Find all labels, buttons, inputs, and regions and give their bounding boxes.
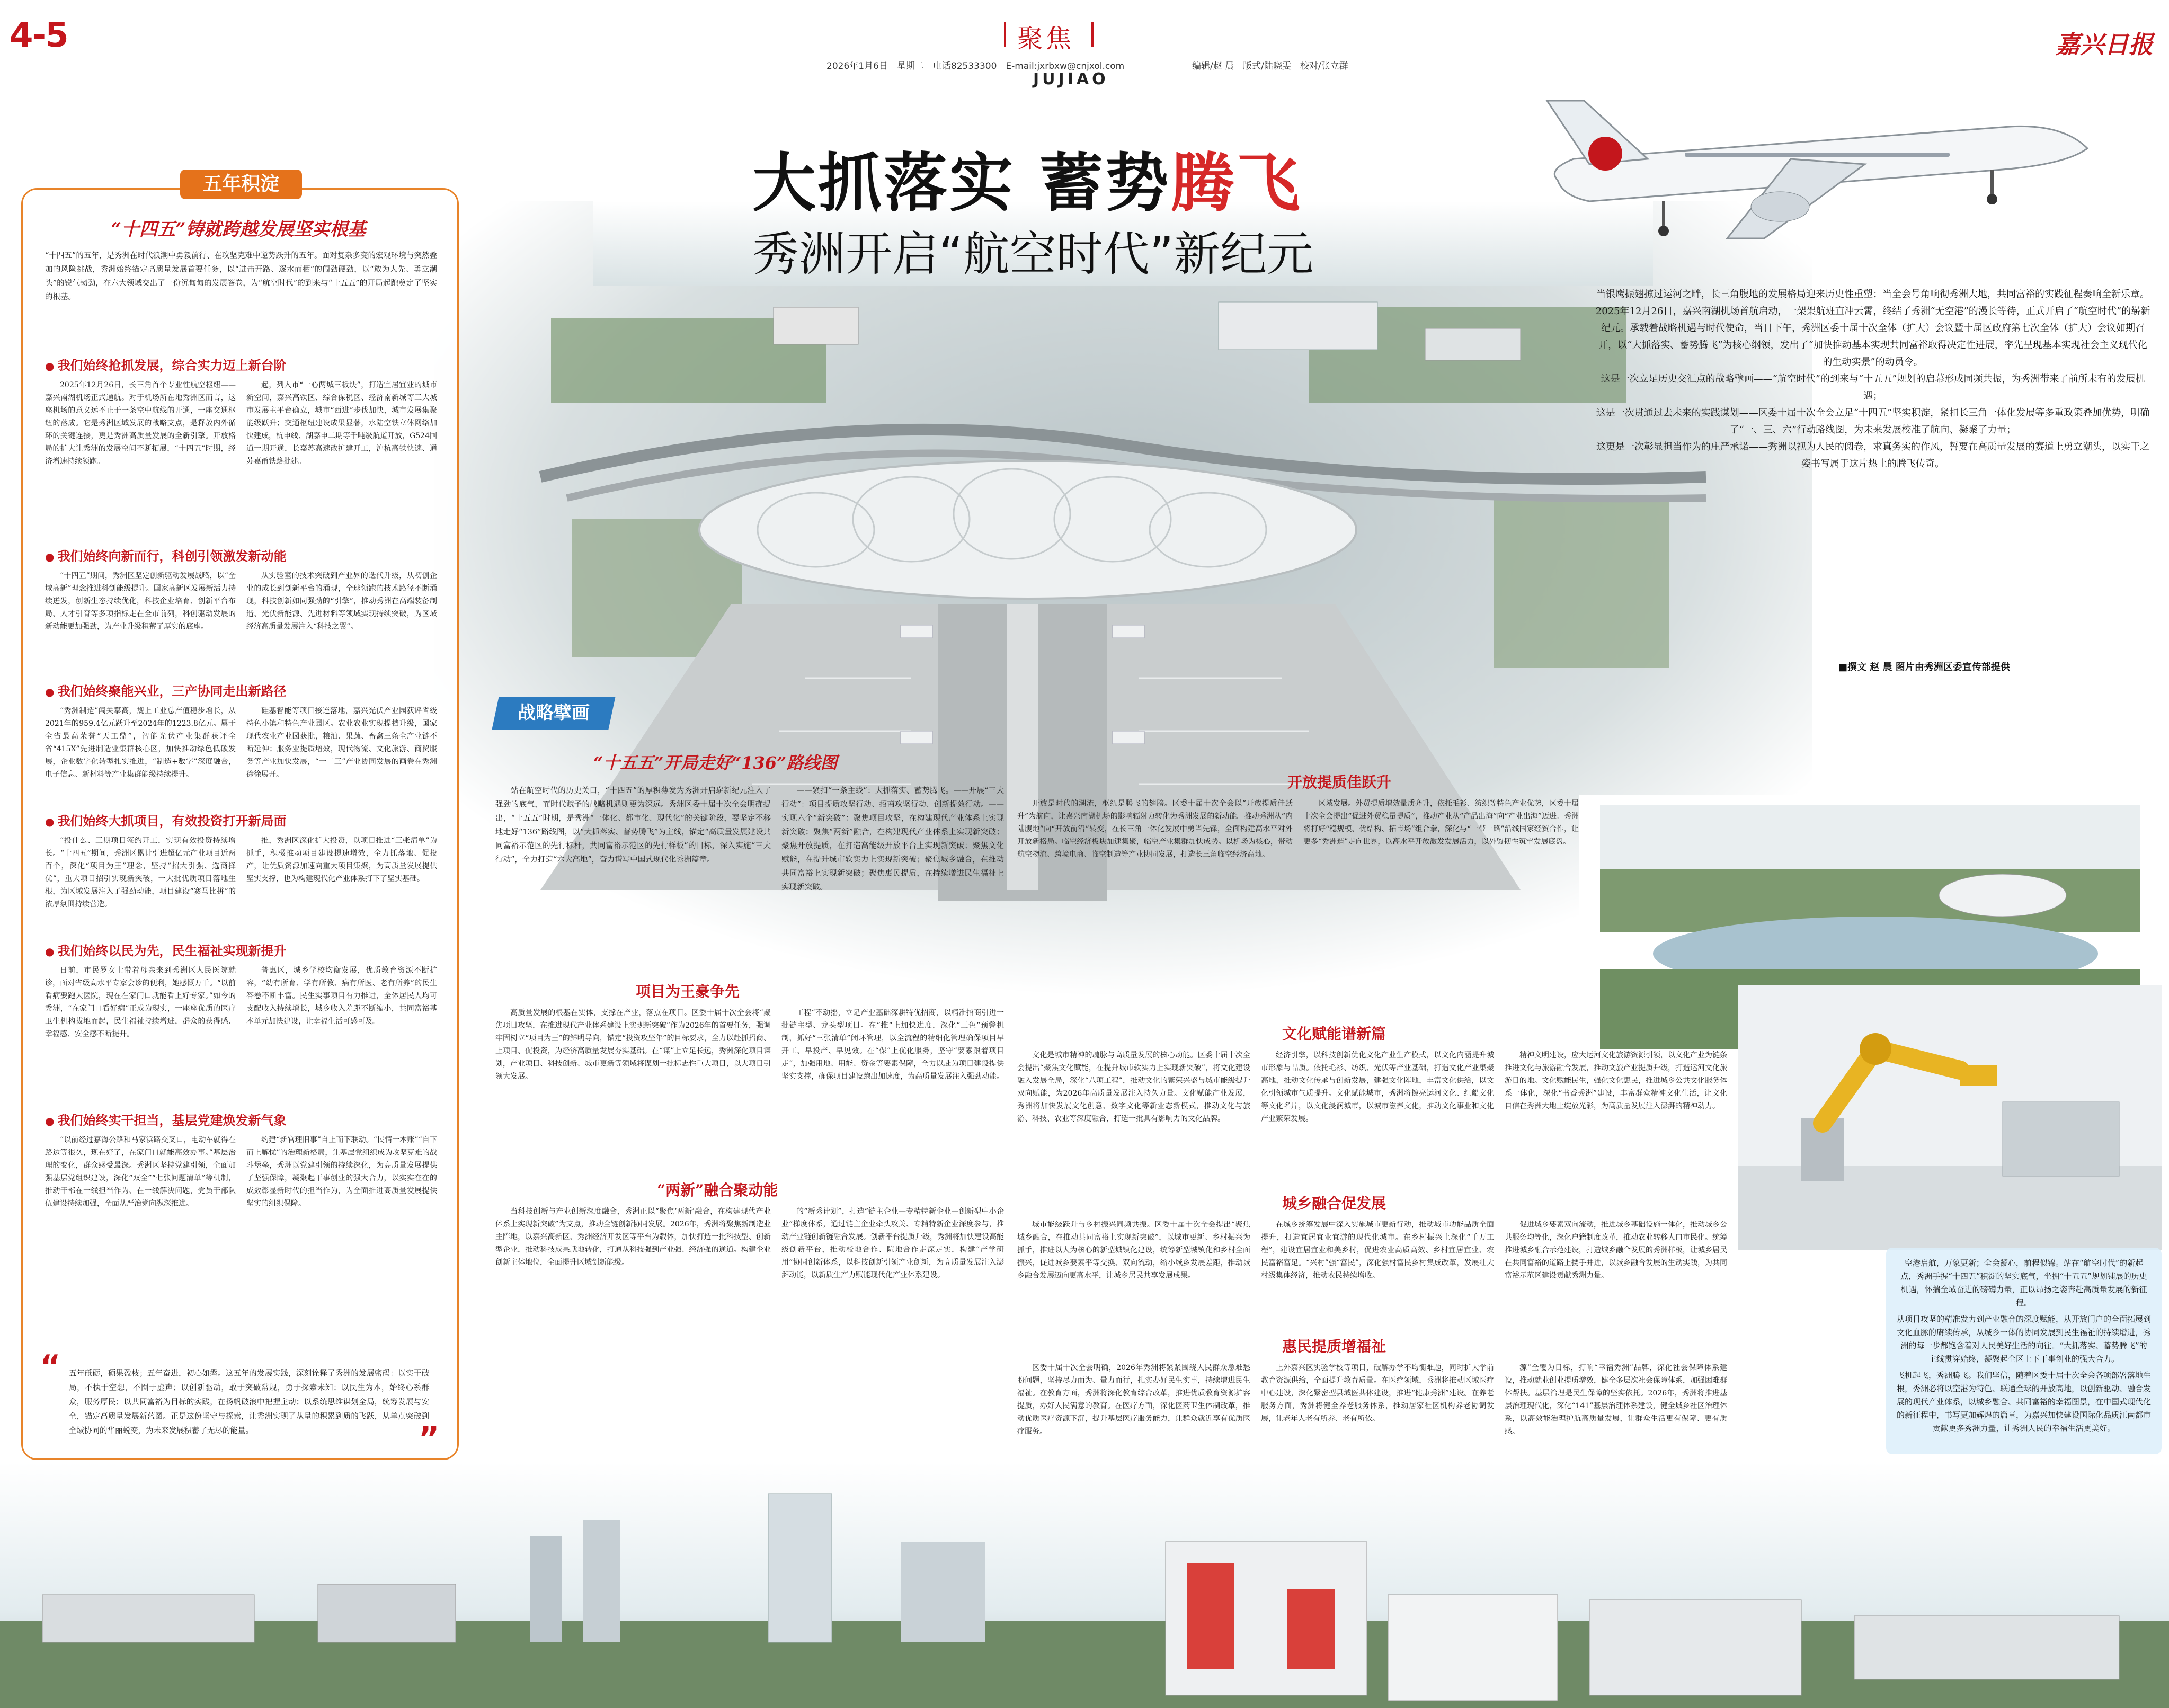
quote-close-icon: ” <box>419 1420 440 1457</box>
subheadline: 秀洲开启“航空时代”新纪元 <box>752 227 1314 281</box>
paragraph: 约建“新官理旧事”自上而下联动。“民情一本账”“自下而上解忧”的治理新格局，让基层党组织成为攻坚克难的战斗堡垒，秀洲以党建引领的持续深化，为高质量发展提供了坚强保障，凝聚起干事创业的强大合力，以实实在在的成效彰显新时代的担当作为，为全面推进高质量发展提供坚实的组织保障。 <box>246 1136 437 1208</box>
section-title: “两新”融合聚动能 <box>657 1181 778 1199</box>
masthead <box>0 0 2169 74</box>
sidebar-column <box>45 705 236 805</box>
paragraph: 推，秀洲区深化扩大投资，以项目推进“三张清单”为抓手，积极推动项目建设提速增效，全力抓落地、促投产，让优质资源加速向重大项目集聚，为高质量发展提供坚实支撑，也为构建现代化产业体系打下了坚实基础。 <box>246 837 437 883</box>
paragraph: 普惠区，城乡学校均衡发展，优质教育资源不断扩容，“幼有所育、学有所教、病有所医、老有所养”的民生答卷不断丰富。民生实事项目有力推进，全体居民人均可支配收入持续增长，城乡收入差距不断缩小，共同富裕基本单元加快建设，让幸福生活可感可及。 <box>246 966 437 1026</box>
section-column <box>1261 1049 1494 1187</box>
newspaper-logo: 嘉兴日报 <box>2056 30 2153 59</box>
sidebar-label: 五年积淀 <box>180 170 302 199</box>
section-title: 项目为王豪争先 <box>636 983 740 1000</box>
paragraph: “投什么、三期项目签约开工，实现有效投资持续增长。“十四五”期间，秀洲区累计引进超亿元产业项目近两百个，深化“项目为王”理念，坚持“招大引强、选商择优”，重大项目招引实现新突破，一大批优质项目落地生根，为区域发展注入了强劲动能，项目建设“赛马比拼”的浓厚氛围持续营造。 <box>45 837 236 909</box>
section-column <box>1261 1362 1494 1454</box>
sidebar-lede: “十四五”的五年，是秀洲在时代浪潮中勇毅前行、在攻坚克难中逆势跃升的五年。面对复杂多变的宏观环境与突然叠加的风险挑战，秀洲始终锚定高质量发展首要任务，以“进击开路、逐水而栖”的闯劲硬劲，以“敢为人先、勇立潮头”的锐气韧劲，在六大领域交出了一份沉甸甸的发展答卷，为“航空时代”的到来与“十五五”的开局起跑奠定了坚实的根基。 <box>45 252 437 301</box>
closing-paragraph: 从项目攻坚的精准发力到产业融合的深度赋能，从开放门户的全面拓展到文化血脉的赓续传承，从城乡一体的协同发展到民生福祉的持续增进，秀洲的每一步都饱含着对人民美好生活的向往。“大抓落实、蓄势腾飞”的主线贯穿始终，凝聚起全区上下干事创业的强大合力。 <box>1897 1314 2152 1364</box>
section-column <box>1303 797 1579 1025</box>
editor-credits: 编辑/赵 晨 版式/陆晓雯 校对/张立群 <box>1192 61 1348 72</box>
intro-paragraph: 这更是一次彰显担当作为的庄严承诺——秀洲以视为人民的阅卷，求真务实的作风，誓要在高质量发展的赛道上勇立潮头，以实干之姿书写属于这片热土的腾飞传奇。 <box>1596 441 2149 469</box>
paragraph: 源”全覆为目标，打响“幸福秀洲”品牌，深化社会保障体系建设，推动就业创业提质增效，健全多层次社会保障体系，加强困难群体帮扶。基层治理是民生保障的坚实依托。2026年，秀洲将推进基层治理现代化，深化“141”基层治理体系建设，健全城乡社区治理体系，以高效能治理护航高质量发展，让群众生活更有保障、更有质感。 <box>1505 1364 1727 1436</box>
sidebar-subheading: ● 我们始终抢抓发展，综合实力迈上新台阶 <box>45 355 286 373</box>
paragraph: 当科技创新与产业创新深度融合，秀洲正以“聚焦‘两新’融合，在构建现代产业体系上实现新突破”为支点，推动全链创新协同发展。2026年，秀洲将聚焦新制造业主阵地，以嘉兴高新区、秀洲经济开发区等平台为载体，加快打造一批科技型、创新型企业，推动科技成果就地转化，打通从科技强到产业强、经济强的通道。构建企业创新主体地位，全面提升区域创新能级。 <box>495 1207 771 1267</box>
intro-paragraph: 这是一次立足历史交汇点的战略擘画——“航空时代”的到来与“十五五”规划的启幕形成同频共振，为秀洲带来了前所未有的发展机遇； <box>1601 373 2145 402</box>
paragraph: 促进城乡要素双向流动，推进城乡基础设施一体化，推动城乡公共服务均等化，深化户籍制度改革，推动农业转移人口市民化。统筹推进城乡融合示范建设，打造城乡融合发展的秀洲样板，让城乡居民在共同富裕的道路上携手并进，以城乡融合发展的生动实践，为共同富裕示范区建设贡献秀洲力量。 <box>1505 1221 1727 1280</box>
closing-paragraph: 飞机起飞，秀洲腾飞。我们坚信，随着区委十届十次全会各项部署落地生根，秀洲必将以空港为特色、联通全球的开放高地，以创新驱动、融合发展的现代产业体系，以城乡融合、共同富裕的幸福图景，在中国式现代化的新征程中，书写更加辉煌的篇章，为嘉兴加快建设国际化品质江南都市贡献更多秀洲力量，让秀洲人民的幸福生活更美好。 <box>1897 1371 2152 1433</box>
sidebar-column <box>246 964 437 1102</box>
section-column <box>1017 1049 1250 1187</box>
strategy-title: “十五五”开局走好“136”路线图 <box>593 753 838 773</box>
closing-paragraph: 空港启航，万象更新；全会凝心，前程似锦。站在“航空时代”的新起点，秀洲手握“十四五”积淀的坚实底气，坐拥“十五五”规划铺展的历史机遇，怀揣全域奋进的磅礴力量，正以昂扬之姿奔赴高质量发展的新征程。 <box>1900 1258 2147 1307</box>
paragraph: 上外嘉兴区实验学校等项目，破解办学不均衡难题，同时扩大学前教育资源供给，全面提升教育质量。在医疗领域，秀洲将推动区域医疗中心建设，深化紧密型县域医共体建设，推进“健康秀洲”建设。在养老服务方面，秀洲将健全养老服务体系，推动居家社区机构养老协调发展，让老年人老有所养、老有所依。 <box>1261 1364 1494 1423</box>
section-divider-left <box>1004 22 1006 47</box>
sidebar-subheading: ● 我们始终聚能兴业，三产协同走出新路径 <box>45 681 286 699</box>
sidebar-subheading: ● 我们始终向新而行，科创引领激发新动能 <box>45 546 286 564</box>
section-column <box>495 1007 771 1166</box>
paragraph: 区域发展。外贸提质增效量质齐升，依托毛衫、纺织等特色产业优势，区委十届十次全会提出“促进外贸稳量提质”，推动产业从“产品出海”向“产业出海”迈进。秀洲将打好“稳规模、优结构、拓市场”组合拳，深化与“一带一路”沿线国家经贸合作，让更多“秀洲造”走向世界，以高水平开放激发发展活力，以外贸韧性筑牢发展底盘。 <box>1303 799 1579 846</box>
paragraph: 文化是城市精神的魂脉与高质量发展的核心动能。区委十届十次全会提出“聚焦文化赋能，在提升城市软实力上实现新突破”，将文化建设融入发展全局，深化“八项工程”，推动文化的繁荣兴盛与城市能级提升双向赋能，为2026年高质量发展注入持久力量。文化赋能产业发展，秀洲将加快发展文化创意、数字文化等新业态新模式，推动文化与旅游、科技、农业等深度融合，打造一批具有影响力的文化品牌。 <box>1017 1051 1250 1123</box>
intro-paragraph: 这是一次贯通过去未来的实践谋划——区委十届十次全会立足“十四五”坚实积淀，紧扣长三角一体化发展等多重政策叠加优势，明确了“一、三、六”行动路线图，为未来发展校准了航向、凝聚了力量； <box>1596 407 2150 435</box>
headline-part1: 大抓落实 蓄势 <box>752 147 1171 220</box>
paragraph: “秀洲制造”闯关攀高，规上工业总产值稳步增长，从2021年的959.4亿元跃升至2024年的1223.8亿元。属于全省最高荣誉“天工鼎”，智能光伏产业集群获评全省“415X”先进制造业集群核心区，加快推动绿色低碳发展，企业数字化转型扎实推进，“制造+数字”深度融合，电子信息、新材料等产业集群能级持续提升。 <box>45 707 236 779</box>
sidebar-column <box>45 834 236 932</box>
paragraph: 的“新秀计划”，打造“链主企业—专精特新企业—创新型中小企业”梯度体系，通过链主企业牵头攻关、专精特新企业深度参与，推动产业链创新链融合发展。创新平台提质升级，秀洲将加快建设高能级创新平台，推动校地合作、院地合作走深走实，构建“产学研用”协同创新体系，以科技创新引领产业创新，为高质量发展注入澎湃动能，以新质生产力赋能现代化产业体系建设。 <box>781 1207 1004 1279</box>
sidebar-subheading: ● 我们始终实干担当，基层党建焕发新气象 <box>45 1110 286 1128</box>
strategy-label-text: 战略擘画 <box>518 702 590 724</box>
paragraph: 区委十届十次全会明确，2026年秀洲将紧紧围绕人民群众急难愁盼问题，坚持尽力而为、量力而行，扎实办好民生实事，持续增进民生福祉。在教育方面，秀洲将深化教育综合改革，推进优质教育资源扩容提质，办好人民满意的教育。在医疗方面，深化医药卫生体制改革，推动优质医疗资源下沉，提升基层医疗服务能力，让群众就近享有优质医疗服务。 <box>1017 1364 1250 1436</box>
paragraph: 2025年12月26日，长三角首个专业性航空枢纽——嘉兴南湖机场正式通航。对于机场所在地秀洲区而言，这座机场的意义远不止于一条空中航线的开通，一座交通枢纽的落成。它是秀洲区域发展的战略支点，是释放内外循环的关键连接，更是秀洲高质量发展的全新引擎。开放格局的扩大让秀洲的发展空间不断拓展，“十四五”时期，经济增速持续领跑。 <box>45 381 236 466</box>
sidebar-column <box>45 964 236 1102</box>
section-name: 聚焦 <box>1017 24 1075 54</box>
sidebar-column <box>45 570 236 675</box>
paragraph: 经济引擎，以科技创新优化文化产业生产模式，以文化内涵提升城市形象与品质。依托毛衫、纺织、光伏等产业基础，打造文化产业集聚高地，推动文化传承与创新发展，建强文化阵地，丰富文化供给，以文化引领城市气质提升。文化赋能城市，秀洲将擦亮运河文化、红船文化等文化名片，以文化浸润城市，以城市滋养文化，推动文化事业和文化产业繁荣发展。 <box>1261 1051 1494 1123</box>
sidebar-column <box>246 1134 437 1340</box>
main-headline <box>752 132 1302 224</box>
page-number: 4-5 <box>10 16 68 55</box>
paragraph: ——紧扣“一条主线”：大抓落实、蓄势腾飞。——开展“三大行动”：项目提质攻坚行动、招商攻坚行动、创新提效行动。——实现六个“新突破”：聚焦项目攻坚，在构建现代产业体系上实现新突破；聚焦“两新”融合，在构建现代产业体系上实现新突破；聚焦开放提质，在打造高能级开放平台上实现新突破；聚焦文化赋能，在提升城市软实力上实现新突破；聚焦城乡融合，在推动共同富裕上实现新突破；聚焦惠民提质，在持续增进民生福祉上实现新突破。 <box>781 787 1004 892</box>
byline: ■撰文 赵 晨 图片由秀洲区委宣传部提供 <box>1838 662 2010 673</box>
section-column <box>1017 1218 1250 1324</box>
airplane-icon <box>1526 90 2109 260</box>
section-divider-right <box>1091 22 1094 47</box>
section-pinyin: JUJIAO <box>1033 70 1109 88</box>
sidebar-column <box>246 570 437 675</box>
paragraph: 在城乡统筹发展中深入实施城市更新行动，推动城市功能品质全面提升，打造宜居宜业宜游的现代化城市。在乡村振兴上深化“千万工程”，建设宜居宜业和美乡村，促进农业高质高效、乡村宜居宜业、农民富裕富足。“兴村”强“富民”，深化强村富民乡村集成改革，发展壮大村级集体经济，推动农民持续增收。 <box>1261 1221 1494 1280</box>
section-title: 惠民提质增福祉 <box>1282 1338 1386 1355</box>
robot-arm-photo <box>1738 985 2162 1250</box>
strategy-label <box>492 697 615 730</box>
section-title: 城乡融合促发展 <box>1282 1195 1386 1212</box>
section-column <box>1017 797 1293 1025</box>
paragraph: “十四五”期间，秀洲区坚定创新驱动发展战略，以“全域高新”理念推进科创能级提升。国家高新区发展新活力持续迸发，创新生态持续优化，科技企业培育、创新平台布局、人才引育等多项指标走在全市前列，科创驱动发展的新动能更加强劲，为产业升级积蓄了厚实的底座。 <box>45 572 236 631</box>
paragraph: 硅基智能等项目接连落地，嘉兴光伏产业园获评省级特色小镇和特色产业园区。农业农业实现提档升级，国家现代农业产业园获批，粮油、果蔬、畜禽三条全产业链不断延伸；服务业提质增效，现代物流、文化旅游、商贸服务等产业加快发展，“一二三”产业协同发展的画卷在秀洲徐徐展开。 <box>246 707 437 779</box>
sidebar-column <box>246 705 437 805</box>
closing-story-text <box>1897 1257 2151 1438</box>
sidebar-title: “十四五”铸就跨越发展坚实根基 <box>111 219 366 240</box>
section-column <box>781 1007 1004 1166</box>
paragraph: 从实验室的技术突破到产业界的迭代升级，从初创企业的成长到创新平台的涌现，全球领跑的技术路径不断涌现，科技创新如同强劲的“引擎”，推动秀洲在高端装备制造、光伏新能源、先进材料等领域实现持续突破，为区域经济高质量发展注入“科技之翼”。 <box>246 572 437 631</box>
city-skyline-photo <box>0 1462 2169 1708</box>
date-line: 2026年1月6日 星期二 电话82533300 E-mail:jxrbxw@cnjxol.com <box>826 61 1125 72</box>
sidebar-subheading: ● 我们始终大抓项目，有效投资打开新局面 <box>45 811 286 829</box>
section-column <box>1505 1218 1727 1324</box>
section-column <box>495 1205 771 1454</box>
paragraph: “以前经过嘉海公路和马家浜路交叉口，电动车就得在路边等很久，现在好了，在家门口就能高效办事。”基层治理的变化，群众感受最深。秀洲区坚持党建引领，全面加强基层党组织建设，深化“双全”“七张问题清单”等机制，推动干部在一线担当作为、在一线解决问题，党员干部队伍建设持续加强，全面从严治党向纵深推进。 <box>45 1136 236 1208</box>
section-title: 文化赋能谱新篇 <box>1282 1025 1386 1043</box>
section-column <box>1261 1218 1494 1324</box>
paragraph: 起，列入市“一心两城三板块”，打造宜居宜业的城市新空间，嘉兴高铁区、综合保税区、经济南新城等三大城市发展主平台确立，城市“西进”步伐加快，城市发展集聚能级跃升；交通枢纽建设成果显著，水陆空铁立体网络加快建成，杭申线、湖嘉申二期等千吨级航道开放，G524国道一期开通，长嘉苏高速改扩建开工，沪杭高铁快速、通苏嘉甬铁路批建。 <box>246 381 437 466</box>
intro-text <box>1595 286 2151 473</box>
sidebar-column <box>246 834 437 932</box>
sidebar-column <box>246 379 437 540</box>
intro-paragraph: 2025年12月26日，嘉兴南湖机场首航启动，一架架航班直冲云霄，终结了秀洲“无空港”的漫长等待，正式开启了“航空时代”的崭新纪元。承载着战略机遇与时代使命，当日下午，秀洲区委十届十次全体（扩大）会议暨十届区政府第七次全体（扩大）会议如期召开，以“大抓落实、蓄势腾飞”为核心纲领，发出了“加快推动基本实现共同富裕取得决定性进展，率先呈现基本实现社会主义现代化的生动实景”的动员令。 <box>1595 306 2150 368</box>
paragraph: 工程“不动摇，立足产业基础深耕特优招商，以精准招商引进一批链主型、龙头型项目。在“推”上加快进度，深化“三色”预警机制，抓好“三张清单”闭环管理，以全流程的精细化管理确保项目早开工、早投产、早见效。在“保”上优化服务，坚守“要素跟着项目走”，加强用地、用能、资金等要素保障，全力以赴为项目建设提供坚实支撑，确保项目建设跑出加速度，为高质量发展注入强劲动能。 <box>781 1009 1004 1081</box>
paragraph: 站在航空时代的历史关口，“十四五”的厚积薄发为秀洲开启崭新纪元注入了强劲的底气，而时代赋予的战略机遇则更为深远。秀洲区委十届十次全会明确提出，“十五五”时期，是秀洲“一体化、都市化、现代化”的关键阶段，要坚定不移地走好“136”路线图，以“大抓落实、蓄势腾飞”为主线，锚定“高质量发展建设共同富裕示范区的先行标杆，共同富裕示范区的先行样板”的目标，深入实施“三大行动”，全力打造“六大高地”，奋力谱写中国式现代化秀洲篇章。 <box>495 787 771 864</box>
paragraph: 日前，市民罗女士带着母亲来到秀洲区人民医院就诊，面对省级高水平专家会诊的便利，她感慨万千。“以前看病要跑大医院，现在在家门口就能看上好专家。”如今的秀洲，“在家门口看好病”正成为现实，一座座优质的医疗卫生机构拔地而起，民生福祉持续增进，群众的获得感、幸福感、安全感不断提升。 <box>45 966 236 1038</box>
paragraph: 精神文明建设，应大运河文化旅游资源引领，以文化产业为链条推进文化与旅游融合发展，推动文旅产业提质升级，打造运河文化旅游目的地。文化赋能民生，强化文化惠民，推进城乡公共文化服务体系一体化，深化“书香秀洲”建设，丰富群众精神文化生活，让文化自信在秀洲大地上绽放光彩，为高质量发展注入澎湃的精神动力。 <box>1505 1051 1727 1110</box>
quote-open-icon: “ <box>40 1348 61 1385</box>
sidebar-column <box>45 379 236 540</box>
paragraph: 开放是时代的潮流，枢纽是腾飞的翅膀。区委十届十次全会以“开放提质佳跃升”为航向，让嘉兴南湖机场的影响辐射力转化为秀洲发展的新动能。推动秀洲从“内陆腹地”向“开放前沿”转变，在长三角一体化发展中勇当先锋，全面构建高水平对外开放新格局。临空经济板块加速集聚，临空产业集群加快成势。以机场为核心，带动航空物流、跨境电商、临空制造等产业协同发展，打造长三角临空经济高地。 <box>1017 799 1293 859</box>
sidebar-column <box>45 1134 236 1340</box>
paragraph: 城市能级跃升与乡村振兴同频共振。区委十届十次全会提出“聚焦城乡融合，在推动共同富裕上实现新突破”，以城市更新、乡村振兴为抓手，推进以人为核心的新型城镇化建设，统筹新型城镇化和乡村全面振兴，促进城乡要素平等交换、双向流动，缩小城乡发展差距，推动城乡融合发展迈向更高水平，让城乡居民共享发展成果。 <box>1017 1221 1250 1280</box>
sidebar-quote: 五年砥砺，硕果盈枝；五年奋进，初心如磐。这五年的发展实践，深刻诠释了秀洲的发展密码：以实干破局，不执于空想，不囿于虚声；以创新驱动，敢于突破常规，勇于探索未知；以民生为本，始终心系群众，服务厚民；以共同富裕为目标的实践，在扬帆破浪中把握主动；以系统思维谋划全局，统筹发展与安全，锚定高质量发展新蓝图。正是这份坚守与探索，让秀洲实现了从量的积累到质的飞跃，从单点突破到全域协同的华丽蜕变，为未来发展积蓄了无尽的能量。 <box>69 1369 429 1435</box>
section-column <box>1505 1362 1727 1454</box>
paragraph: 高质量发展的根基在实体，支撑在产业，落点在项目。区委十届十次全会将“聚焦项目攻坚，在推进现代产业体系建设上实现新突破”作为2026年的首要任务，强调牢固树立“项目为王”的鲜明导向，锚定“投资攻坚年”的目标要求，全力以赴抓招商、上项目、促投资，为经济高质量发展夯实基础。在“谋”上立足长远，秀洲深化项目谋划，产业项目、科技创新、城市更新等领域将谋划一批标志性重大项目，以大项目引领大发展。 <box>495 1009 771 1081</box>
section-column <box>1505 1049 1727 1187</box>
sidebar-subheading: ● 我们始终以民为先，民生福祉实现新提升 <box>45 940 286 959</box>
headline-highlight: 腾飞 <box>1170 147 1302 220</box>
intro-paragraph: 当银鹰振翅掠过运河之畔，长三角腹地的发展格局迎来历史性重塑；当全会号角响彻秀洲大地，共同富裕的实践征程奏响全新乐章。 <box>1596 289 2149 300</box>
section-column <box>781 1205 1004 1454</box>
section-column <box>1017 1362 1250 1454</box>
section-title: 开放提质佳跃升 <box>1287 773 1392 791</box>
